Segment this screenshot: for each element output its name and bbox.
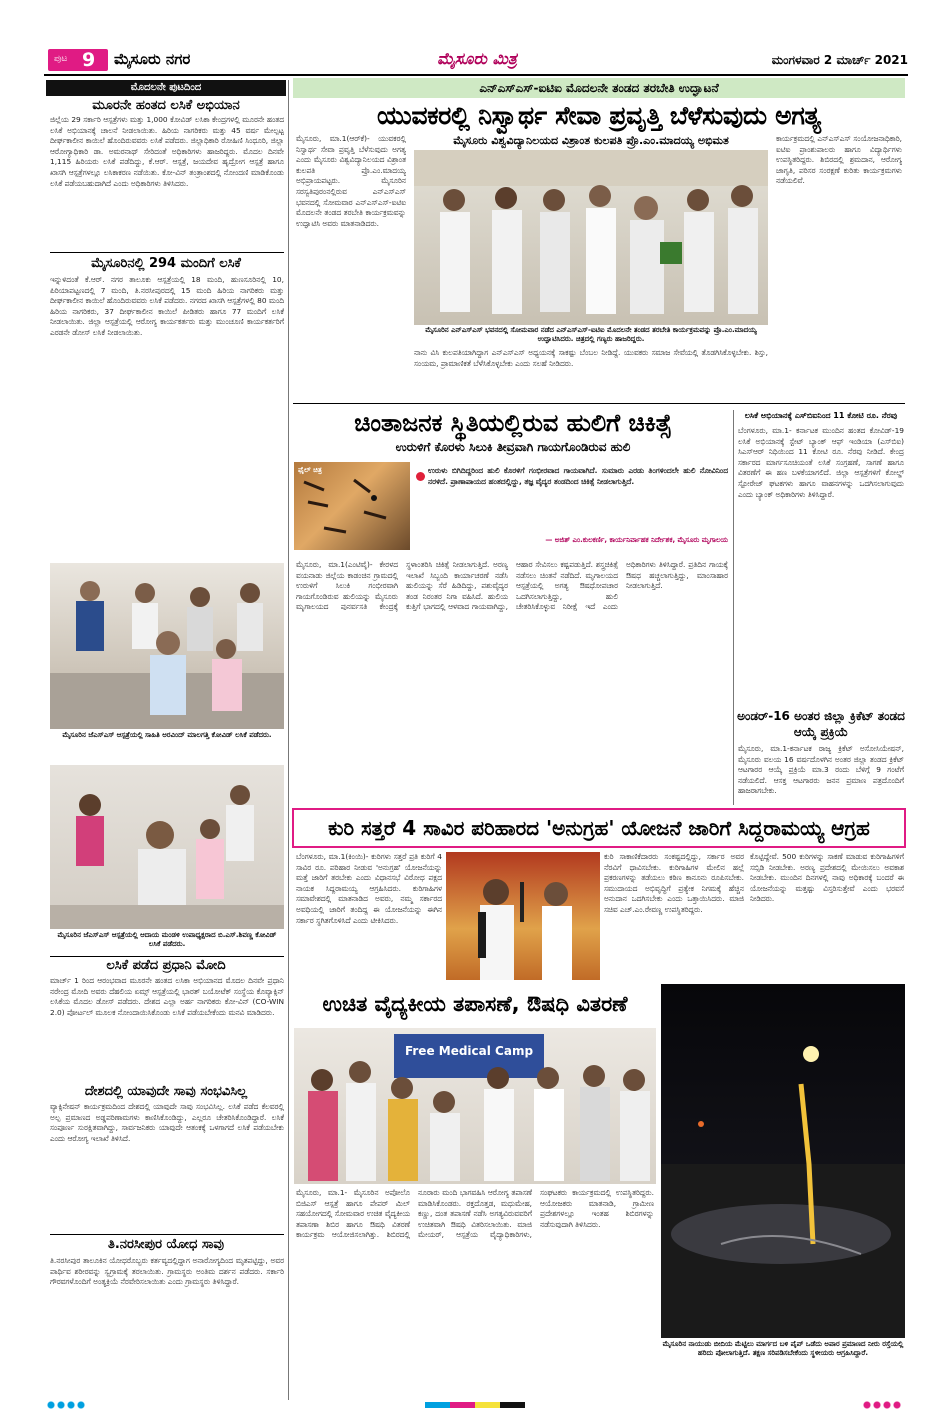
tiger-callout: ಉರುಳು ಬಿಗಿದಿದ್ದರಿಂದ ಹುಲಿ ಕೊರಳಿಗೆ ಗಂಭೀರವಾದ ಗಾಯವಾಗಿದೆ. ಸುಮಾರು ಎರಡು ತಿಂಗಳಿಂದಲೇ ಹುಲಿ ನೋವಿನಿಂದ ನರಳಿದೆ. ಪ್ರಾಣಾಪಾಯದ ಹಂತದಲ್ಲಿದ್ದು, ತಜ್ಞ ವೈದ್ಯರ ತಂಡದಿಂದ ಚಿಕಿತ್ಸೆ ನೀಡಲಾಗುತ್ತಿದೆ. [428, 466, 728, 486]
tiger-quote-author: — ಅಜಿತ್ ಎಂ.ಕುಲಕರ್ಣಿ, ಕಾರ್ಯನಿರ್ವಾಹಕ ನಿರ್ದೇಶಕ, ಮೈಸೂರು ಮೃಗಾಲಯ [545, 536, 728, 544]
mysuru-294-body: ಇನ್ನುಳಿದಂತೆ ಕೆ.ಆರ್. ನಗರ ತಾಲೂಕು ಆಸ್ಪತ್ರೆಯಲ್ಲಿ 18 ಮಂದಿ, ಹುಣಸೂರಿನಲ್ಲಿ 10, ಪಿರಿಯಾಪಟ್ಟಣದಲ್ಲಿ 7 ಮಂದಿ, ತಿ.ನರಸೀಪುರದಲ್ಲಿ 15 ಮಂದಿ ಹಿರಿಯ ನಾಗರಿಕರು ಮತ್ತು ದೀರ್ಘಕಾಲೀನ ಕಾಯಿಲೆ ಹೊಂದಿರುವವರು ಲಸಿಕೆ ಪಡೆದರು. ನಗರದ ಖಾಸಗಿ ಆಸ್ಪತ್ರೆಗಳಲ್ಲಿ 80 ಮಂದಿ ಹಿರಿಯ ನಾಗರಿಕರು, 37 ದೀರ್ಘಕಾಲೀನ ಕಾಯಿಲೆ ಪೀಡಿತರು ಹಾಗೂ 77 ಮಂದಿಗೆ ಲಸಿಕೆ ನೀಡಲಾಯಿತು. ಜಿಲ್ಲಾ ಆಸ್ಪತ್ರೆಯಲ್ಲಿ ಆರೋಗ್ಯ ಕಾರ್ಯಕರ್ತರು ಮತ್ತು ಮುಂಚೂಣಿ ಕಾರ್ಯಕರ್ತರಿಗೆ ಎರಡನೇ ಡೋಸ್ ಲಸಿಕೆ ನೀಡಲಾಯಿತು. [50, 275, 284, 337]
water-leak-photo [661, 984, 905, 1338]
nss-headline: ಯುವಕರಲ್ಲಿ ನಿಸ್ವಾರ್ಥ ಸೇವಾ ಪ್ರವೃತ್ತಿ ಬೆಳೆಸುವುದು ಅಗತ್ಯ [377, 101, 821, 130]
vaccination-photo-1 [50, 563, 284, 729]
water-leak-photo-art [661, 984, 905, 1338]
siddaramaiah-headline: ಕುರಿ ಸತ್ತರೆ 4 ಸಾವಿರ ಪರಿಹಾರದ 'ಅನುಗ್ರಹ' ಯೋಜನೆ ಜಾರಿಗೆ ಸಿದ್ದರಾಮಯ್ಯ ಆಗ್ರಹ [328, 816, 870, 840]
nss-kicker-bar [293, 78, 905, 98]
camp-banner-text: Free Medical Camp [404, 1044, 534, 1058]
tiger-callout-dot [416, 472, 425, 481]
vaccine-drive-headline: ಮೂರನೇ ಹಂತದ ಲಸಿಕೆ ಅಭಿಯಾನ [92, 98, 240, 113]
cricket-headline: ಅಂಡರ್-16 ಅಂತರ ಜಿಲ್ಲಾ ಕ್ರಿಕೆಟ್ ತಂಡದ ಆಯ್ಕೆ ಪ್ರಕ್ರಿಯೆ [737, 709, 905, 739]
medical-camp-body: ಮೈಸೂರು, ಮಾ.1- ಮೈಸೂರಿನ ಅಪೋಲೊ ಬಿಜಿಎಸ್ ಆಸ್ಪತ್ರೆ ಹಾಗೂ ಪೇಪರ್ ಮಿಲ್ ಸಹಯೋಗದಲ್ಲಿ ಸೋಮವಾರ ಉಚಿತ ವೈದ್ಯಕೀಯ ತಪಾಸಣಾ ಶಿಬಿರ ಹಾಗೂ ಔಷಧಿ ವಿತರಣೆ ಕಾರ್ಯಕ್ರಮ ಆಯೋಜಿಸಲಾಗಿತ್ತು. ಶಿಬಿರದಲ್ಲಿ ನೂರಾರು ಮಂದಿ ಭಾಗವಹಿಸಿ ಆರೋಗ್ಯ ತಪಾಸಣೆ ಮಾಡಿಸಿಕೊಂಡರು. ರಕ್ತದೊತ್ತಡ, ಮಧುಮೇಹ, ಕಣ್ಣು, ದಂತ ತಪಾಸಣೆ ನಡೆಸಿ ಅಗತ್ಯವಿರುವವರಿಗೆ ಉಚಿತವಾಗಿ ಔಷಧಿ ವಿತರಿಸಲಾಯಿತು. ಮಾಜಿ ಮೇಯರ್, ಆಸ್ಪತ್ರೆಯ ವೈದ್ಯಾಧಿಕಾರಿಗಳು, ಸಂಘಟಕರು ಕಾರ್ಯಕ್ರಮದಲ್ಲಿ ಉಪಸ್ಥಿತರಿದ್ದರು. ಆಯೋಜಕರು ಮಾತನಾಡಿ, ಗ್ರಾಮೀಣ ಪ್ರದೇಶಗಳಲ್ಲೂ ಇಂತಹ ಶಿಬಿರಗಳನ್ನು ನಡೆಸುವುದಾಗಿ ತಿಳಿಸಿದರು. [296, 1188, 654, 1240]
page-badge [48, 49, 108, 71]
nss-body-left: ಮೈಸೂರು, ಮಾ.1(ಆರ್‌ಕೆ)- ಯುವಕರಲ್ಲಿ ನಿಸ್ವಾರ್ಥ ಸೇವಾ ಪ್ರವೃತ್ತಿ ಬೆಳೆಸುವುದು ಅಗತ್ಯ ಎಂದು ಮೈಸೂರು ವಿಶ್ವವಿದ್ಯಾನಿಲಯದ ವಿಶ್ರಾಂತ ಕುಲಪತಿ ಪ್ರೊ.ಎಂ.ಮಾದಯ್ಯ ಅಭಿಪ್ರಾಯಪಟ್ಟರು. ಮೈಸೂರಿನ ಸರಸ್ವತಿಪುರಂನಲ್ಲಿರುವ ಎನ್‌ಎಸ್‌ಎಸ್ ಭವನದಲ್ಲಿ ಸೋಮವಾರ ಎನ್‌ಎಸ್‌ಎಸ್-ಐಟಿಐ ಮೊದಲನೇ ತಂಡದ ತರಬೇತಿ ಕಾರ್ಯಕ್ರಮವನ್ನು ಉದ್ಘಾಟಿಸಿ ಅವರು ಮಾತನಾಡಿದರು. [296, 134, 406, 228]
vaccination-photo-2-art [50, 765, 284, 929]
siddaramaiah-photo [446, 852, 600, 980]
column-divider [733, 410, 734, 805]
page-number: 9 [82, 49, 96, 71]
page-header [42, 48, 908, 72]
tiger-photo-label: ಫೈಲ್ ಚಿತ್ರ [298, 466, 322, 474]
nss-event-photo-art [414, 150, 768, 325]
soldier-death-headline: ತಿ.ನರಸೀಪುರ ಯೋಧ ಸಾವು [107, 1237, 225, 1252]
siddaramaiah-body-right: ಕೊಟ್ಟಿದ್ದೇವೆ. 500 ಕುರಿಗಳನ್ನು ಸಾಕಣೆ ಮಾಡುವ ಕುರಿಗಾಹಿಗಳಿಗೆ ಸಬ್ಸಿಡಿ ನೀಡಬೇಕು. ಅರಣ್ಯ ಪ್ರದೇಶದಲ್ಲಿ ಮೇಯಿಸಲು ಅವಕಾಶ ನೀಡಬೇಕು. ಮುಂದಿನ ದಿನಗಳಲ್ಲಿ ನಾವು ಅಧಿಕಾರಕ್ಕೆ ಬಂದರೆ ಈ ಯೋಜನೆಯನ್ನು ಮತ್ತಷ್ಟು ವಿಸ್ತರಿಸುತ್ತೇವೆ ಎಂದು ಭರವಸೆ ನೀಡಿದರು. [750, 852, 904, 904]
column-divider [288, 80, 289, 1400]
tiger-headline: ಚಿಂತಾಜನಕ ಸ್ಥಿತಿಯಲ್ಲಿರುವ ಹುಲಿಗೆ ಚಿಕಿತ್ಸೆ [354, 409, 672, 437]
header-rule [44, 74, 908, 76]
nss-kicker: ಎನ್‌ಎಸ್‌ಎಸ್-ಐಟಿಐ ಮೊದಲನೇ ತಂಡದ ತರಬೇತಿ ಉದ್ಘಾಟನೆ [479, 81, 719, 95]
color-bar-left [425, 1402, 525, 1408]
medical-camp-headline: ಉಚಿತ ವೈದ್ಯಕೀಯ ತಪಾಸಣೆ, ಔಷಧಿ ವಿತರಣೆ [322, 992, 628, 1016]
no-death-headline: ದೇಶದಲ್ಲಿ ಯಾವುದೇ ಸಾವು ಸಂಭವಿಸಿಲ್ಲ [84, 1084, 248, 1099]
nss-body-mid: ನಾನು ವಿಸಿ ಕುಲಪತಿಯಾಗಿದ್ದಾಗ ಎನ್‌ಎಸ್‌ಎಸ್ ಅಧ್ಯಯನಕ್ಕೆ ಸಾಕಷ್ಟು ಬೆಂಬಲ ನೀಡಿದ್ದೆ. ಯುವಕರು ಸಮಾಜ ಸೇವೆಯಲ್ಲಿ ತೊಡಗಿಸಿಕೊಳ್ಳಬೇಕು. ಶಿಸ್ತು, ಸಂಯಮ, ಪ್ರಾಮಾಣಿಕತೆ ಬೆಳೆಸಿಕೊಳ್ಳಬೇಕು ಎಂದು ಸಲಹೆ ನೀಡಿದರು. [414, 348, 768, 368]
page-label: ಪುಟ [54, 54, 68, 64]
water-leak-caption: ಮೈಸೂರಿನ ನಾಯುಡು ಬೀದಿಯ ಮೆಟ್ಟಿಲು ಮಾರ್ಗದ ಬಳಿ ಪೈಪ್ ಒಡೆದು ಅಪಾರ ಪ್ರಮಾಣದ ನೀರು ರಸ್ತೆಯಲ್ಲಿ ಹರಿದು ಪೋಲಾಗುತ್ತಿದೆ. ತಕ್ಷಣ ಸರಿಪಡಿಸಬೇಕೆಂದು ಸ್ಥಳೀಯರು ಆಗ್ರಹಿಸಿದ್ದಾರೆ. [662, 1340, 904, 1357]
siddaramaiah-body-mid: ಕುರಿ ಸಾಕಾಣಿಕೆದಾರರು ಸಂಕಷ್ಟದಲ್ಲಿದ್ದು, ಸರ್ಕಾರ ಅವರ ನೆರವಿಗೆ ಧಾವಿಸಬೇಕು. ಕುರಿಗಾಹಿಗಳ ಮೇಲಿನ ಹಲ್ಲೆ ಪ್ರಕರಣಗಳನ್ನು ತಡೆಯಲು ಕಠಿಣ ಕಾನೂನು ರೂಪಿಸಬೇಕು. ಸಮುದಾಯದ ಅಭಿವೃದ್ಧಿಗೆ ಪ್ರತ್ಯೇಕ ನಿಗಮಕ್ಕೆ ಹೆಚ್ಚಿನ ಅನುದಾನ ಒದಗಿಸಬೇಕು ಎಂದು ಒತ್ತಾಯಿಸಿದರು. ಮಾಜಿ ಸಚಿವ ಎಚ್.ಎಂ.ರೇವಣ್ಣ ಉಪಸ್ಥಿತರಿದ್ದರು. [604, 852, 744, 914]
nss-photo-caption: ಮೈಸೂರಿನ ಎನ್‌ಎಸ್‌ಎಸ್ ಭವನದಲ್ಲಿ ಸೋಮವಾರ ನಡೆದ ಎನ್‌ಎಸ್‌ಎಸ್-ಐಟಿಐ ಮೊದಲನೇ ತಂಡದ ತರಬೇತಿ ಕಾರ್ಯಕ್ರಮವನ್ನು ಪ್ರೊ.ಎಂ.ಮಾದಯ್ಯ ಉದ್ಘಾಟಿಸಿದರು. ಚಿತ್ರದಲ್ಲಿ ಗಣ್ಯರು ಹಾಜರಿದ್ದರು. [425, 326, 757, 343]
no-death-body: ವ್ಯಾಕ್ಸಿನೇಷನ್ ಕಾರ್ಯಕ್ರಮದಿಂದ ದೇಶದಲ್ಲಿ ಯಾವುದೇ ಸಾವು ಸಂಭವಿಸಿಲ್ಲ. ಲಸಿಕೆ ಪಡೆದ ಕೆಲವರಲ್ಲಿ ಅಲ್ಪ ಪ್ರಮಾಣದ ಅಡ್ಡಪರಿಣಾಮಗಳು ಕಾಣಿಸಿಕೊಂಡಿದ್ದು, ಎಲ್ಲರೂ ಚೇತರಿಸಿಕೊಂಡಿದ್ದಾರೆ. ಲಸಿಕೆ ಸಂಪೂರ್ಣ ಸುರಕ್ಷಿತವಾಗಿದ್ದು, ಸಾರ್ವಜನಿಕರು ಯಾವುದೇ ಆತಂಕಕ್ಕೆ ಒಳಗಾಗದೆ ಲಸಿಕೆ ಪಡೆಯಬೇಕು ಎಂದು ಆರೋಗ್ಯ ಇಲಾಖೆ ತಿಳಿಸಿದೆ. [50, 1102, 284, 1143]
issue-date: ಮಂಗಳವಾರ 2 ಮಾರ್ಚ್ 2021 [771, 53, 908, 67]
siddaramaiah-body-left: ಬೆಂಗಳೂರು, ಮಾ.1(ಕಿಂಯಿ)- ಕುರಿಗಳು ಸತ್ತರೆ ಪ್ರತಿ ಕುರಿಗೆ 4 ಸಾವಿರ ರೂ. ಪರಿಹಾರ ನೀಡುವ 'ಅನುಗ್ರಹ' ಯೋಜನೆಯನ್ನು ಮತ್ತೆ ಜಾರಿಗೆ ತರಬೇಕು ಎಂದು ವಿಧಾನಸಭೆ ವಿರೋಧ ಪಕ್ಷದ ನಾಯಕ ಸಿದ್ದರಾಮಯ್ಯ ಆಗ್ರಹಿಸಿದರು. ಕುರಿಗಾಹಿಗಳ ಸಮಾವೇಶದಲ್ಲಿ ಮಾತನಾಡಿದ ಅವರು, ನಮ್ಮ ಸರ್ಕಾರದ ಅವಧಿಯಲ್ಲಿ ಜಾರಿಗೆ ತಂದಿದ್ದ ಈ ಯೋಜನೆಯನ್ನು ಈಗಿನ ಸರ್ಕಾರ ಸ್ಥಗಿತಗೊಳಿಸಿದೆ ಎಂದು ಟೀಕಿಸಿದರು. [296, 852, 442, 925]
vaccination-photo-1-caption: ಮೈಸೂರಿನ ಜೆಎಸ್‌ಎಸ್ ಆಸ್ಪತ್ರೆಯಲ್ಲಿ ಸಾಹಿತಿ ಅರವಿಂದ್ ಮಾಲಗತ್ತಿ ಕೋವಿಡ್ ಲಸಿಕೆ ಪಡೆದರು. [62, 731, 272, 739]
continued-bar [46, 80, 286, 96]
medical-camp-photo [294, 1028, 656, 1184]
continued-label: ಮೊದಲನೇ ಪುಟದಿಂದ [130, 82, 202, 93]
sbi-headline: ಲಸಿಕೆ ಅಭಿಯಾನಕ್ಕೆ ಎಸ್‌ಬಿಐನಿಂದ 11 ಕೋಟಿ ರೂ. ನೆರವು [744, 411, 898, 420]
vaccination-photo-2-caption: ಮೈಸೂರಿನ ಜೆಎಸ್‌ಎಸ್ ಆಸ್ಪತ್ರೆಯಲ್ಲಿ ಆದಾಯ ಮಂಡಳಿ ಉಪಾಧ್ಯಕ್ಷರಾದ ಬಿ.ಎಸ್.ಶಿವಣ್ಣ ಕೋವಿಡ್ ಲಸಿಕೆ ಪಡೆದರು. [57, 931, 277, 948]
masthead: ಮೈಸೂರು ಮಿತ್ರ [437, 49, 517, 68]
divider [50, 1234, 284, 1235]
nss-body-right: ಕಾರ್ಯಕ್ರಮದಲ್ಲಿ ಎನ್‌ಎಸ್‌ಎಸ್ ಸಂಯೋಜನಾಧಿಕಾರಿ, ಐಟಿಐ ಪ್ರಾಂಶುಪಾಲರು ಹಾಗೂ ವಿದ್ಯಾರ್ಥಿಗಳು ಉಪಸ್ಥಿತರಿದ್ದರು. ಶಿಬಿರದಲ್ಲಿ ಶ್ರಮದಾನ, ಆರೋಗ್ಯ ಜಾಗೃತಿ, ಪರಿಸರ ಸಂರಕ್ಷಣೆ ಕುರಿತು ಕಾರ್ಯಕ್ರಮಗಳು ನಡೆಯಲಿವೆ. [776, 134, 902, 186]
vaccination-photo-1-art [50, 563, 284, 729]
divider [293, 403, 905, 404]
vaccine-drive-body: ಜಿಲ್ಲೆಯ 29 ಸರ್ಕಾರಿ ಆಸ್ಪತ್ರೆಗಳು ಮತ್ತು 1,000 ಕೋವಿಡ್ ಲಸಿಕಾ ಕೇಂದ್ರಗಳಲ್ಲಿ ಮೂರನೇ ಹಂತದ ಲಸಿಕೆ ಅಭಿಯಾನಕ್ಕೆ ಚಾಲನೆ ನೀಡಲಾಯಿತು. ಹಿರಿಯ ನಾಗರಿಕರು ಮತ್ತು 45 ವರ್ಷ ಮೇಲ್ಪಟ್ಟ ದೀರ್ಘಕಾಲೀನ ಕಾಯಿಲೆ ಹೊಂದಿರುವವರು ಲಸಿಕೆ ಪಡೆದರು. ಜಿಲ್ಲಾಧಿಕಾರಿ ರೋಹಿಣಿ ಸಿಂಧೂರಿ, ಜಿಲ್ಲಾ ಆರೋಗ್ಯಾಧಿಕಾರಿ ಡಾ. ಅಮರನಾಥ್ ಸೇರಿದಂತೆ ಅಧಿಕಾರಿಗಳು ಹಾಜರಿದ್ದರು. ಮೊದಲ ದಿನವೇ 1,115 ಹಿರಿಯರು ಲಸಿಕೆ ಪಡೆದಿದ್ದು, ಕೆ.ಆರ್. ಆಸ್ಪತ್ರೆ, ಜಯದೇವ ಹೃದ್ರೋಗ ಆಸ್ಪತ್ರೆ ಹಾಗೂ ಖಾಸಗಿ ಆಸ್ಪತ್ರೆಗಳಲ್ಲೂ ಲಸಿಕಾಕರಣ ನಡೆಯಿತು. ಕೋ-ವಿನ್ ತಂತ್ರಾಂಶದಲ್ಲಿ ನೋಂದಣಿ ಮಾಡಿಕೊಂಡು ಲಸಿಕೆ ಪಡೆಯಬಹುದಾಗಿದೆ ಎಂದು ಅಧಿಕಾರಿಗಳು ತಿಳಿಸಿದರು. [50, 115, 284, 188]
divider [50, 956, 284, 957]
color-dots-right [862, 1401, 902, 1409]
tiger-body: ಮೈಸೂರು, ಮಾ.1(ಎಂಟಿವೈ)- ಕೇರಳದ ವಯನಾಡು ಜಿಲ್ಲೆಯ ಕಾಡಂಚಿನ ಗ್ರಾಮದಲ್ಲಿ ಉರುಳಿಗೆ ಸಿಲುಕಿ ಗಂಭೀರವಾಗಿ ಗಾಯಗೊಂಡಿರುವ ಹುಲಿಯನ್ನು ಮೈಸೂರು ಮೃಗಾಲಯದ ಪುನರ್ವಸತಿ ಕೇಂದ್ರಕ್ಕೆ ಸ್ಥಳಾಂತರಿಸಿ ಚಿಕಿತ್ಸೆ ನೀಡಲಾಗುತ್ತಿದೆ. ಅರಣ್ಯ ಇಲಾಖೆ ಸಿಬ್ಬಂದಿ ಕಾರ್ಯಾಚರಣೆ ನಡೆಸಿ ಹುಲಿಯನ್ನು ಸೆರೆ ಹಿಡಿದಿದ್ದು, ಪಶುವೈದ್ಯರ ತಂಡ ನಿರಂತರ ನಿಗಾ ವಹಿಸಿದೆ. ಹುಲಿಯ ಕುತ್ತಿಗೆ ಭಾಗದಲ್ಲಿ ಆಳವಾದ ಗಾಯವಾಗಿದ್ದು, ಆಹಾರ ಸೇವಿಸಲು ಕಷ್ಟಪಡುತ್ತಿದೆ. ಶಸ್ತ್ರಚಿಕಿತ್ಸೆ ನಡೆಸಲು ಚಿಂತನೆ ನಡೆದಿದೆ. ಮೃಗಾಲಯದ ಆಸ್ಪತ್ರೆಯಲ್ಲಿ ಅಗತ್ಯ ಔಷಧೋಪಚಾರ ಒದಗಿಸಲಾಗುತ್ತಿದ್ದು, ಹುಲಿ ಚೇತರಿಸಿಕೊಳ್ಳುವ ನಿರೀಕ್ಷೆ ಇದೆ ಎಂದು ಅಧಿಕಾರಿಗಳು ತಿಳಿಸಿದ್ದಾರೆ. ಪ್ರತಿದಿನ ಗಾಯಕ್ಕೆ ಔಷಧ ಹಚ್ಚಲಾಗುತ್ತಿದ್ದು, ಮಾಂಸಾಹಾರ ನೀಡಲಾಗುತ್ತಿದೆ. [296, 560, 728, 612]
modi-vaccine-headline: ಲಸಿಕೆ ಪಡೆದ ಪ್ರಧಾನಿ ಮೋದಿ [106, 958, 226, 973]
divider [50, 252, 284, 253]
modi-vaccine-body: ಮಾರ್ಚ್ 1 ರಿಂದ ಆರಂಭವಾದ ಮೂರನೇ ಹಂತದ ಲಸಿಕಾ ಅಭಿಯಾನದ ಮೊದಲ ದಿನವೇ ಪ್ರಧಾನಿ ನರೇಂದ್ರ ಮೋದಿ ಅವರು ದೆಹಲಿಯ ಏಮ್ಸ್ ಆಸ್ಪತ್ರೆಯಲ್ಲಿ ಭಾರತ್ ಬಯೋಟೆಕ್ ಸಂಸ್ಥೆಯ ಕೊವ್ಯಾಕ್ಸಿನ್ ಲಸಿಕೆಯ ಮೊದಲ ಡೋಸ್ ಪಡೆದರು. ದೇಶದ ಎಲ್ಲಾ ಅರ್ಹ ನಾಗರಿಕರು ಕೋ-ವಿನ್ (CO-WIN 2.0) ಪೋರ್ಟಲ್ ಮೂಲಕ ನೋಂದಾಯಿಸಿಕೊಂಡು ಲಸಿಕೆ ಪಡೆಯಬೇಕೆಂದು ಮನವಿ ಮಾಡಿದರು. [50, 976, 284, 1017]
nss-event-photo [414, 150, 768, 325]
color-dots-left [46, 1401, 86, 1409]
tiger-photo [294, 462, 410, 550]
vaccination-photo-2 [50, 765, 284, 929]
siddaramaiah-headline-box [292, 808, 906, 848]
nss-subheadline: ಮೈಸೂರು ವಿಶ್ವವಿದ್ಯಾನಿಲಯದ ವಿಶ್ರಾಂತ ಕುಲಪತಿ ಪ್ರೊ.ಎಂ.ಮಾದಯ್ಯ ಅಭಿಮತ [453, 134, 729, 147]
tiger-photo-art [294, 462, 410, 550]
siddaramaiah-photo-art [446, 852, 600, 980]
section-name: ಮೈಸೂರು ನಗರ [114, 50, 191, 68]
sbi-body: ಬೆಂಗಳೂರು, ಮಾ.1- ಕರ್ನಾಟಕ ಮುಂದಿನ ಹಂತದ ಕೋವಿಡ್-19 ಲಸಿಕೆ ಅಭಿಯಾನಕ್ಕೆ ಸ್ಟೇಟ್ ಬ್ಯಾಂಕ್ ಆಫ್ ಇಂಡಿಯಾ (ಎಸ್‌ಬಿಐ) ಸಿಎಸ್‌ಆರ್ ನಿಧಿಯಿಂದ 11 ಕೋಟಿ ರೂ. ನೆರವು ನೀಡಿದೆ. ಕೇಂದ್ರ ಸರ್ಕಾರದ ಮಾರ್ಗಸೂಚಿಯಂತೆ ಲಸಿಕೆ ಸಂಗ್ರಹಣೆ, ಸಾಗಣೆ ಹಾಗೂ ವಿತರಣೆಗೆ ಈ ಹಣ ಬಳಕೆಯಾಗಲಿದೆ. ಜಿಲ್ಲಾ ಆಸ್ಪತ್ರೆಗಳಿಗೆ ಕೋಲ್ಡ್ ಸ್ಟೋರೇಜ್ ಘಟಕಗಳು ಹಾಗೂ ವಾಹನಗಳನ್ನು ಒದಗಿಸಲಾಗುವುದು ಎಂದು ಬ್ಯಾಂಕ್ ಅಧಿಕಾರಿಗಳು ತಿಳಿಸಿದ್ದಾರೆ. [738, 426, 904, 499]
mysuru-294-headline: ಮೈಸೂರಿನಲ್ಲಿ 294 ಮಂದಿಗೆ ಲಸಿಕೆ [91, 256, 241, 271]
tiger-subheadline: ಉರುಳಿಗೆ ಕೊರಳು ಸಿಲುಕಿ ತೀವ್ರವಾಗಿ ಗಾಯಗೊಂಡಿರುವ ಹುಲಿ [395, 440, 631, 454]
cricket-body: ಮೈಸೂರು, ಮಾ.1-ಕರ್ನಾಟಕ ರಾಜ್ಯ ಕ್ರಿಕೆಟ್ ಅಸೋಸಿಯೇಷನ್, ಮೈಸೂರು ವಲಯ 16 ವರ್ಷದೊಳಗಿನ ಅಂತರ ಜಿಲ್ಲಾ ತಂಡದ ಕ್ರಿಕೆಟ್ ಆಟಗಾರರ ಆಯ್ಕೆ ಪ್ರಕ್ರಿಯೆ ಮಾ.3 ರಂದು ಬೆಳಿಗ್ಗೆ 9 ಗಂಟೆಗೆ ನಡೆಯಲಿದೆ. ಆಸಕ್ತ ಆಟಗಾರರು ಜನನ ಪ್ರಮಾಣ ಪತ್ರದೊಂದಿಗೆ ಹಾಜರಾಗಬೇಕು. [738, 744, 904, 796]
soldier-death-body: ತಿ.ನರಸೀಪುರ ತಾಲೂಕಿನ ಯೋಧರೊಬ್ಬರು ಕರ್ತವ್ಯದಲ್ಲಿದ್ದಾಗ ಅನಾರೋಗ್ಯದಿಂದ ಮೃತಪಟ್ಟಿದ್ದು, ಅವರ ಪಾರ್ಥಿವ ಶರೀರವನ್ನು ಸ್ವಗ್ರಾಮಕ್ಕೆ ತರಲಾಯಿತು. ಗ್ರಾಮಸ್ಥರು ಅಂತಿಮ ದರ್ಶನ ಪಡೆದರು. ಸರ್ಕಾರಿ ಗೌರವಗಳೊಂದಿಗೆ ಅಂತ್ಯಕ್ರಿಯೆ ನೆರವೇರಿಸಲಾಯಿತು ಎಂದು ಗ್ರಾಮಸ್ಥರು ತಿಳಿಸಿದ್ದಾರೆ. [50, 1256, 284, 1287]
